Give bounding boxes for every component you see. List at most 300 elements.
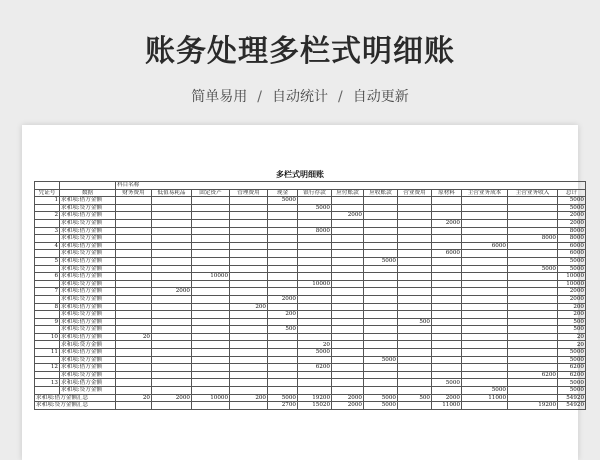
voucher-number-cell: 3 — [35, 227, 60, 235]
value-cell: 6200 — [558, 371, 586, 379]
value-cell — [332, 295, 364, 303]
value-cell — [462, 364, 508, 372]
ledger-body — [35, 197, 586, 410]
value-cell — [192, 333, 230, 341]
value-cell — [332, 364, 364, 372]
table-row — [35, 197, 586, 205]
value-cell — [230, 257, 268, 265]
value-cell — [298, 387, 332, 395]
value-cell — [268, 265, 298, 273]
value-cell — [462, 341, 508, 349]
value-cell — [398, 242, 432, 250]
value-cell — [192, 295, 230, 303]
value-cell — [332, 257, 364, 265]
value-cell — [508, 379, 558, 387]
value-cell: 200 — [558, 311, 586, 319]
value-cell: 5000 — [268, 197, 298, 205]
value-cell — [508, 212, 558, 220]
data-label-cell: 求和项:借方金额 — [60, 303, 116, 311]
value-cell — [152, 212, 192, 220]
table-row — [35, 235, 586, 243]
data-label-cell: 求和项:贷方金额 — [60, 204, 116, 212]
value-cell — [332, 333, 364, 341]
subtitle-auto-update: 自动更新 — [352, 89, 409, 105]
value-cell: 5000 — [298, 204, 332, 212]
value-cell — [432, 364, 462, 372]
value-cell — [230, 250, 268, 258]
value-cell — [332, 242, 364, 250]
value-cell — [116, 250, 152, 258]
table-row — [35, 341, 586, 349]
value-cell — [298, 295, 332, 303]
column-header: 主营业务成本 — [462, 189, 508, 197]
value-cell: 500 — [268, 326, 298, 334]
value-cell — [152, 371, 192, 379]
value-cell: 2000 — [558, 295, 586, 303]
value-cell — [508, 356, 558, 364]
value-cell — [116, 197, 152, 205]
value-cell: 2000 — [152, 288, 192, 296]
value-cell — [462, 257, 508, 265]
data-label-cell: 求和项:借方金额 — [60, 242, 116, 250]
value-cell — [298, 318, 332, 326]
table-row — [35, 311, 586, 319]
value-cell — [462, 349, 508, 357]
value-cell — [462, 303, 508, 311]
value-cell — [332, 235, 364, 243]
column-header: 现金 — [268, 189, 298, 197]
value-cell — [192, 364, 230, 372]
value-cell — [298, 257, 332, 265]
table-row — [35, 349, 586, 357]
value-cell — [298, 356, 332, 364]
value-cell — [364, 219, 398, 227]
value-cell — [268, 303, 298, 311]
total-value-cell — [398, 402, 432, 410]
value-cell — [152, 265, 192, 273]
total-value-cell: 10000 — [192, 394, 230, 402]
value-cell — [230, 295, 268, 303]
value-cell — [364, 303, 398, 311]
empty-cell — [35, 182, 60, 190]
value-cell — [398, 326, 432, 334]
value-cell — [398, 197, 432, 205]
value-cell — [432, 326, 462, 334]
voucher-number-cell: 12 — [35, 364, 60, 372]
value-cell — [398, 295, 432, 303]
table-row — [35, 295, 586, 303]
value-cell: 5000 — [558, 257, 586, 265]
table-row — [35, 379, 586, 387]
value-cell — [508, 333, 558, 341]
value-cell — [398, 387, 432, 395]
value-cell: 2000 — [332, 212, 364, 220]
value-cell — [298, 371, 332, 379]
voucher-number-cell — [35, 204, 60, 212]
value-cell — [398, 371, 432, 379]
value-cell — [192, 349, 230, 357]
value-cell — [462, 333, 508, 341]
value-cell — [462, 379, 508, 387]
value-cell: 6000 — [432, 250, 462, 258]
value-cell — [508, 219, 558, 227]
header-row-subject — [35, 182, 586, 190]
value-cell — [364, 341, 398, 349]
total-value-cell — [192, 402, 230, 410]
value-cell — [152, 364, 192, 372]
data-label-cell: 求和项:借方金额 — [60, 288, 116, 296]
value-cell — [192, 235, 230, 243]
value-cell — [332, 387, 364, 395]
table-row — [35, 227, 586, 235]
value-cell — [298, 303, 332, 311]
value-cell — [508, 273, 558, 281]
data-label-cell: 求和项:贷方金额 — [60, 250, 116, 258]
value-cell — [298, 212, 332, 220]
value-cell — [268, 288, 298, 296]
subject-header: 科目名称 — [116, 182, 586, 190]
value-cell: 8000 — [508, 235, 558, 243]
value-cell — [462, 295, 508, 303]
total-value-cell — [152, 402, 192, 410]
data-label-cell: 求和项:贷方金额 — [60, 371, 116, 379]
subtitle-separator: / — [338, 89, 343, 105]
data-header: 数据 — [60, 189, 116, 197]
value-cell: 500 — [558, 318, 586, 326]
voucher-number-cell — [35, 326, 60, 334]
data-label-cell: 求和项:贷方金额 — [60, 219, 116, 227]
value-cell: 6000 — [558, 250, 586, 258]
value-cell — [116, 288, 152, 296]
value-cell — [432, 242, 462, 250]
voucher-number-cell — [35, 295, 60, 303]
value-cell — [116, 219, 152, 227]
total-value-cell — [462, 402, 508, 410]
value-cell: 10000 — [298, 280, 332, 288]
value-cell — [268, 333, 298, 341]
value-cell — [268, 364, 298, 372]
value-cell — [152, 303, 192, 311]
value-cell: 5000 — [558, 265, 586, 273]
value-cell: 2000 — [268, 295, 298, 303]
value-cell — [192, 197, 230, 205]
ledger-table — [34, 181, 586, 410]
value-cell — [462, 280, 508, 288]
value-cell — [462, 356, 508, 364]
value-cell — [364, 280, 398, 288]
value-cell — [398, 250, 432, 258]
value-cell — [508, 288, 558, 296]
value-cell — [364, 311, 398, 319]
table-row — [35, 250, 586, 258]
table-row — [35, 356, 586, 364]
value-cell — [508, 227, 558, 235]
value-cell — [508, 280, 558, 288]
total-value-cell: 54920 — [558, 402, 586, 410]
value-cell — [116, 379, 152, 387]
value-cell — [116, 311, 152, 319]
table-row — [35, 219, 586, 227]
value-cell — [152, 235, 192, 243]
value-cell — [116, 387, 152, 395]
value-cell — [398, 265, 432, 273]
value-cell — [152, 204, 192, 212]
value-cell — [432, 356, 462, 364]
value-cell — [462, 311, 508, 319]
value-cell — [332, 219, 364, 227]
total-value-cell: 500 — [398, 394, 432, 402]
value-cell — [230, 219, 268, 227]
value-cell — [298, 379, 332, 387]
value-cell: 6200 — [558, 364, 586, 372]
value-cell — [298, 288, 332, 296]
data-label-cell: 求和项:借方金额 — [60, 379, 116, 387]
value-cell: 8000 — [298, 227, 332, 235]
value-cell — [268, 349, 298, 357]
value-cell: 5000 — [558, 379, 586, 387]
value-cell — [398, 235, 432, 243]
value-cell — [268, 219, 298, 227]
value-cell — [432, 204, 462, 212]
value-cell — [192, 212, 230, 220]
value-cell — [192, 265, 230, 273]
page-title: 账务处理多栏式明细账 — [145, 34, 455, 69]
value-cell — [152, 242, 192, 250]
voucher-number-cell: 11 — [35, 349, 60, 357]
column-header: 总计 — [558, 189, 586, 197]
empty-cell — [60, 182, 116, 190]
total-value-cell: 2700 — [268, 402, 298, 410]
value-cell — [192, 219, 230, 227]
value-cell — [268, 250, 298, 258]
value-cell — [364, 212, 398, 220]
value-cell — [508, 349, 558, 357]
value-cell: 10000 — [558, 273, 586, 281]
table-row — [35, 273, 586, 281]
value-cell: 6000 — [462, 242, 508, 250]
value-cell — [230, 341, 268, 349]
value-cell — [116, 295, 152, 303]
voucher-number-cell — [35, 311, 60, 319]
value-cell — [230, 235, 268, 243]
column-header: 低值易耗品 — [152, 189, 192, 197]
value-cell — [192, 318, 230, 326]
value-cell — [230, 356, 268, 364]
value-cell — [508, 311, 558, 319]
voucher-number-cell — [35, 356, 60, 364]
value-cell — [116, 371, 152, 379]
value-cell — [298, 242, 332, 250]
value-cell — [230, 280, 268, 288]
value-cell — [398, 364, 432, 372]
data-label-cell: 求和项:借方金额 — [60, 349, 116, 357]
value-cell: 8000 — [558, 235, 586, 243]
value-cell: 2000 — [558, 288, 586, 296]
voucher-number-cell: 2 — [35, 212, 60, 220]
value-cell — [268, 387, 298, 395]
value-cell — [432, 257, 462, 265]
data-label-cell: 求和项:贷方金额 — [60, 326, 116, 334]
value-cell — [298, 333, 332, 341]
value-cell — [230, 265, 268, 273]
value-cell — [432, 371, 462, 379]
value-cell — [432, 212, 462, 220]
value-cell — [152, 333, 192, 341]
value-cell: 6200 — [508, 371, 558, 379]
value-cell — [152, 318, 192, 326]
table-row — [35, 212, 586, 220]
value-cell — [364, 265, 398, 273]
value-cell — [432, 333, 462, 341]
value-cell — [230, 288, 268, 296]
total-value-cell: 54920 — [558, 394, 586, 402]
voucher-header: 凭证号 — [35, 189, 60, 197]
value-cell — [152, 387, 192, 395]
table-row — [35, 364, 586, 372]
value-cell — [268, 371, 298, 379]
column-header: 营业费用 — [398, 189, 432, 197]
value-cell — [432, 387, 462, 395]
value-cell: 20 — [298, 341, 332, 349]
value-cell — [152, 197, 192, 205]
value-cell — [152, 257, 192, 265]
value-cell — [508, 295, 558, 303]
value-cell — [268, 204, 298, 212]
value-cell — [268, 318, 298, 326]
total-value-cell — [508, 394, 558, 402]
data-label-cell: 求和项:贷方金额 — [60, 387, 116, 395]
value-cell — [332, 318, 364, 326]
value-cell — [508, 364, 558, 372]
value-cell — [116, 235, 152, 243]
value-cell — [192, 227, 230, 235]
value-cell: 20 — [558, 341, 586, 349]
value-cell — [116, 318, 152, 326]
total-row — [35, 402, 586, 410]
value-cell — [116, 364, 152, 372]
voucher-number-cell: 13 — [35, 379, 60, 387]
value-cell — [298, 197, 332, 205]
value-cell — [192, 371, 230, 379]
value-cell — [116, 227, 152, 235]
value-cell — [398, 227, 432, 235]
value-cell — [364, 227, 398, 235]
subtitle-auto-stat: 自动统计 — [272, 89, 328, 105]
value-cell: 20 — [558, 333, 586, 341]
value-cell: 10000 — [558, 280, 586, 288]
table-row — [35, 257, 586, 265]
value-cell — [432, 273, 462, 281]
value-cell — [432, 311, 462, 319]
data-label-cell: 求和项:借方金额 — [60, 333, 116, 341]
data-label-cell: 求和项:借方金额 — [60, 197, 116, 205]
value-cell — [398, 356, 432, 364]
value-cell — [508, 318, 558, 326]
value-cell — [332, 356, 364, 364]
voucher-number-cell — [35, 371, 60, 379]
value-cell — [192, 379, 230, 387]
value-cell — [332, 326, 364, 334]
value-cell — [462, 371, 508, 379]
value-cell — [508, 257, 558, 265]
value-cell — [298, 326, 332, 334]
value-cell — [230, 227, 268, 235]
value-cell — [398, 257, 432, 265]
value-cell — [116, 257, 152, 265]
value-cell — [230, 197, 268, 205]
value-cell — [268, 273, 298, 281]
value-cell: 5000 — [298, 349, 332, 357]
value-cell — [268, 257, 298, 265]
value-cell — [192, 387, 230, 395]
value-cell — [462, 318, 508, 326]
voucher-number-cell: 9 — [35, 318, 60, 326]
value-cell — [364, 326, 398, 334]
value-cell — [152, 227, 192, 235]
value-cell — [332, 379, 364, 387]
voucher-number-cell — [35, 219, 60, 227]
voucher-number-cell: 6 — [35, 273, 60, 281]
total-value-cell: 5000 — [364, 402, 398, 410]
value-cell — [398, 311, 432, 319]
value-cell: 5000 — [558, 204, 586, 212]
table-row — [35, 265, 586, 273]
data-label-cell: 求和项:贷方金额 — [60, 341, 116, 349]
table-row — [35, 204, 586, 212]
value-cell: 500 — [558, 326, 586, 334]
value-cell — [398, 349, 432, 357]
value-cell — [230, 242, 268, 250]
value-cell — [332, 303, 364, 311]
total-value-cell: 11000 — [432, 402, 462, 410]
value-cell — [432, 303, 462, 311]
value-cell: 10000 — [192, 273, 230, 281]
value-cell — [332, 280, 364, 288]
value-cell — [230, 318, 268, 326]
column-header: 财务费用 — [116, 189, 152, 197]
value-cell — [230, 204, 268, 212]
value-cell — [398, 333, 432, 341]
total-label-cell: 求和项:借方金额汇总 — [35, 394, 116, 402]
value-cell — [298, 311, 332, 319]
value-cell — [462, 326, 508, 334]
value-cell — [508, 197, 558, 205]
value-cell — [332, 288, 364, 296]
value-cell — [230, 333, 268, 341]
value-cell — [508, 250, 558, 258]
voucher-number-cell — [35, 235, 60, 243]
value-cell — [298, 219, 332, 227]
value-cell: 5000 — [558, 197, 586, 205]
header-row-columns — [35, 189, 586, 197]
data-label-cell: 求和项:借方金额 — [60, 212, 116, 220]
value-cell — [116, 349, 152, 357]
table-row — [35, 326, 586, 334]
value-cell — [192, 204, 230, 212]
value-cell — [332, 341, 364, 349]
value-cell — [364, 333, 398, 341]
value-cell: 20 — [116, 333, 152, 341]
value-cell — [116, 326, 152, 334]
value-cell — [462, 265, 508, 273]
value-cell — [432, 280, 462, 288]
value-cell — [508, 387, 558, 395]
spreadsheet-preview — [22, 125, 584, 460]
table-row — [35, 280, 586, 288]
value-cell — [398, 341, 432, 349]
value-cell — [508, 204, 558, 212]
voucher-number-cell — [35, 387, 60, 395]
